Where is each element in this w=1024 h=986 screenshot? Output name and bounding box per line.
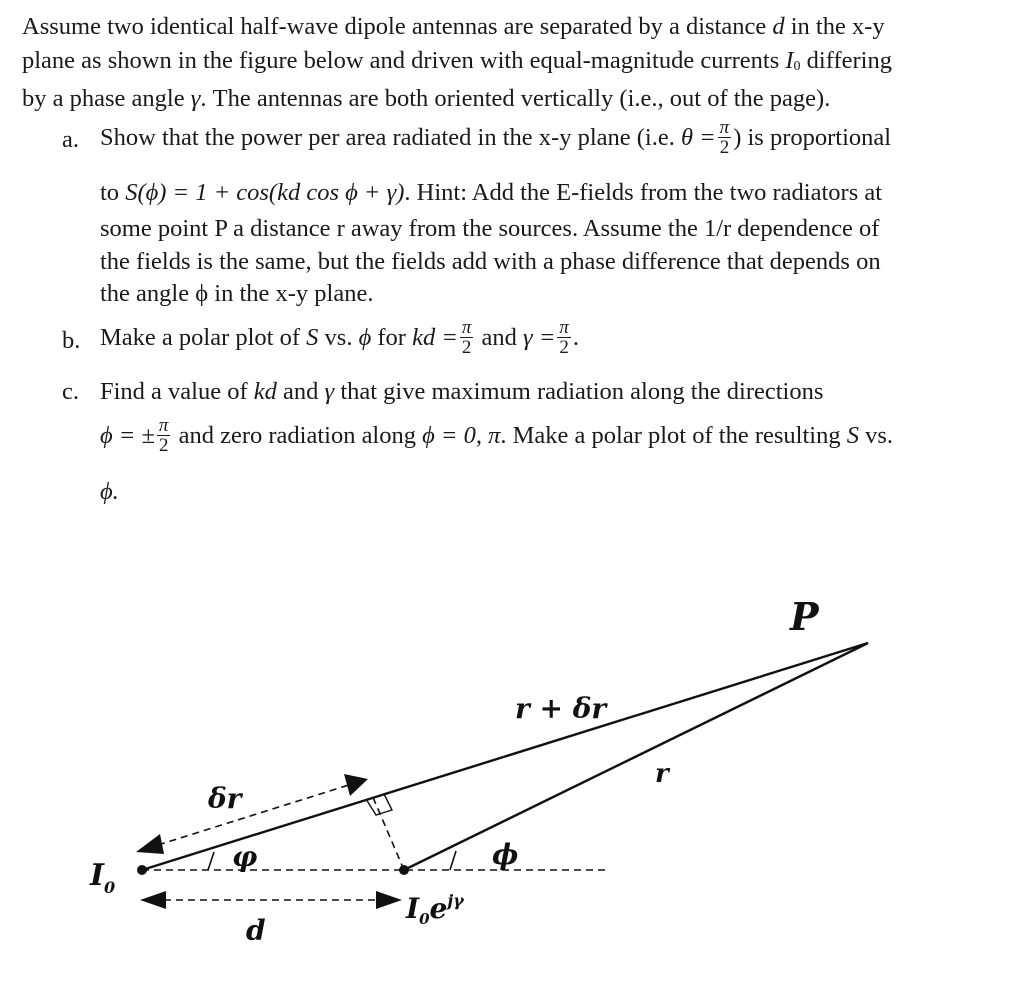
part-a-text: Show that the power per area radiated in the x-y plane (i.e. (100, 124, 681, 152)
label-r: r (655, 759, 669, 789)
frac-num: π (461, 317, 472, 338)
subscript-0: 0 (793, 59, 801, 74)
frac-num: π (559, 317, 569, 338)
part-c-text: that give maximum radiation along the directions (334, 378, 824, 405)
angle-arc-left (208, 852, 214, 870)
part-a-line-3: some point P a distance r away from the sources. Assume the 1/r dependence of (100, 215, 880, 242)
part-b-text: for (371, 324, 413, 352)
frac-den: 2 (461, 337, 472, 358)
part-c-text: Find a value of (100, 378, 254, 405)
part-a-line-4: the fields is the same, but the fields add with a phase difference that depends on (100, 248, 881, 275)
intro-text: plane as shown in the figure below and driven with equal-magnitude currents (22, 47, 786, 74)
part-c-text: . Make a polar plot of the resulting (500, 422, 847, 450)
part-b-text: and (475, 324, 524, 352)
var-S: S (306, 324, 319, 352)
line-r-plus-dr (142, 643, 868, 870)
var-kd: kd (253, 378, 277, 405)
antenna-1-dot (137, 865, 147, 875)
intro-text: in the x-y (784, 13, 885, 40)
d-arrow-left (140, 891, 166, 909)
intro-text: . The antennas are both oriented vertically (i.e., out of the page). (200, 85, 831, 112)
label-P: P (790, 594, 819, 639)
intro-text: Assume two identical half-wave dipole antennas are separated by a distance (22, 13, 773, 40)
label-I0e-sub: 0 (419, 910, 430, 928)
label-I0e-sup: jγ (447, 891, 464, 910)
frac-num: π (719, 117, 730, 138)
label-delta-r: δr (208, 782, 242, 815)
var-gamma: γ (324, 378, 335, 405)
part-a-text: to (100, 179, 126, 206)
d-arrow-right (376, 891, 402, 909)
part-c-text: and (276, 378, 325, 405)
kd-eq: kd = (412, 324, 458, 352)
label-phi-right: ϕ (492, 838, 519, 871)
part-a-text: ) is proportional (733, 124, 892, 152)
label-I0-e-jgamma (405, 891, 465, 928)
antenna-2-dot (399, 865, 409, 875)
delta-r-arrow-left (136, 834, 164, 854)
delta-r-arrow-right (344, 774, 368, 796)
phi-pm-eq: ϕ = ± (100, 422, 155, 450)
part-c-text: and zero radiation along (172, 422, 423, 450)
part-b-text: vs. (318, 324, 359, 352)
label-d: d (246, 914, 266, 947)
part-a-text: . Hint: Add the E-fields from the two radiators at (404, 179, 883, 206)
intro-text: differing (800, 47, 892, 74)
part-c-text: vs. (858, 422, 893, 450)
var-I: I (785, 47, 794, 74)
label-I0-base: I (90, 858, 105, 893)
var-d: d (772, 13, 785, 40)
line-r (404, 643, 868, 870)
label-phi-left: φ (232, 840, 258, 873)
perpendicular-dashed (372, 795, 404, 870)
var-phi: ϕ (358, 324, 372, 352)
part-b-text: Make a polar plot of (100, 324, 307, 352)
part-a-label: a. (62, 126, 79, 153)
frac-den: 2 (559, 337, 569, 358)
var-phi: ϕ. (100, 478, 119, 505)
frac-den: 2 (158, 435, 169, 456)
label-I0-sub: 0 (104, 878, 116, 897)
gamma-eq: γ = (523, 324, 556, 352)
part-b-text: . (572, 324, 580, 352)
frac-num: π (158, 415, 169, 436)
intro-text: by a phase angle (22, 85, 191, 112)
label-I0e-base: I (406, 892, 420, 925)
part-b-label: b. (62, 327, 81, 354)
phi-zero-pi: ϕ = 0, π (422, 422, 501, 450)
label-I0e-e: e (429, 892, 448, 925)
label-r-plus-dr: r + δr (515, 692, 607, 725)
s-phi-expression: S(ϕ) = 1 + cos(kd cos ϕ + γ) (125, 179, 405, 206)
frac-den: 2 (719, 137, 730, 158)
part-c-label: c. (62, 378, 79, 405)
part-a-line-5: the angle ϕ in the x-y plane. (100, 280, 374, 307)
angle-arc-right (450, 851, 456, 870)
label-I0 (89, 858, 115, 897)
var-S: S (846, 422, 859, 450)
var-gamma: γ (190, 85, 201, 112)
theta-eq: θ = (680, 124, 716, 152)
